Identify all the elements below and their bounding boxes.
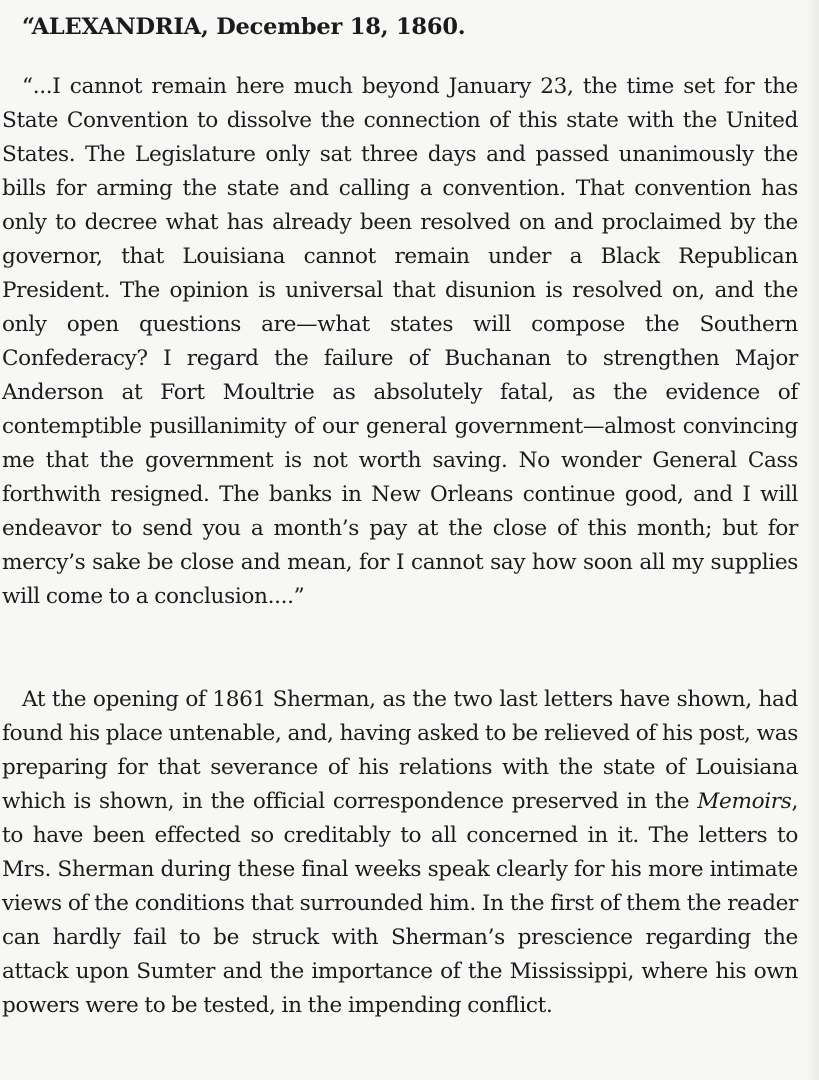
narrative-paragraph [2,683,798,1023]
memoirs-title: Memoirs [697,789,792,814]
narrative-text-part1: At the opening of 1861 Sherman, as the two last letters have shown, had found his place untenable, and, having asked to be relieved of his post, was preparing for that severance of his relations with the state of Louisiana which is shown, in the official correspondence preserved in the [2,687,798,814]
letter-paragraph: “...I cannot remain here much beyond January 23, the time set for the State Convention to dissolve the connection of this state with the United States. The Legislature only sat three days and passed unanimously the bills for arming the state and calling a convention. That convention has only to decree what has already been resolved on and proclaimed by the governor, that Louisiana cannot remain under a Black Republican President. The opinion is universal that disunion is resolved on, and the only open questions are—what states will compose the Southern Confederacy? I regard the failure of Buchanan to strengthen Major Anderson at Fort Moultrie as absolutely fatal, as the evidence of contemptible pusillanimity of our general government—almost convincing me that the government is not worth saving. No wonder General Cass forthwith resigned. The banks in New Orleans continue good, and I will endeavor to send you a month’s pay at the close of this month; but for mercy’s sake be close and mean, for I cannot say how soon all my supplies will come to a conclusion....” [2,74,798,609]
scan-edge-shadow [805,0,819,1080]
letter-heading: “ALEXANDRIA, December 18, 1860. [22,14,466,40]
narrative-text-part2: , to have been effected so creditably to all concerned in it. The letters to Mrs. Sherman during these final weeks speak clearly for his more intimate views of the conditions that surrounded him. In the first of them the reader can hardly fail to be struck with Sherman’s prescience regarding the attack upon Sumter and the importance of the Mississippi, where his own powers were to be tested, in the impending conflict. [2,789,798,1018]
